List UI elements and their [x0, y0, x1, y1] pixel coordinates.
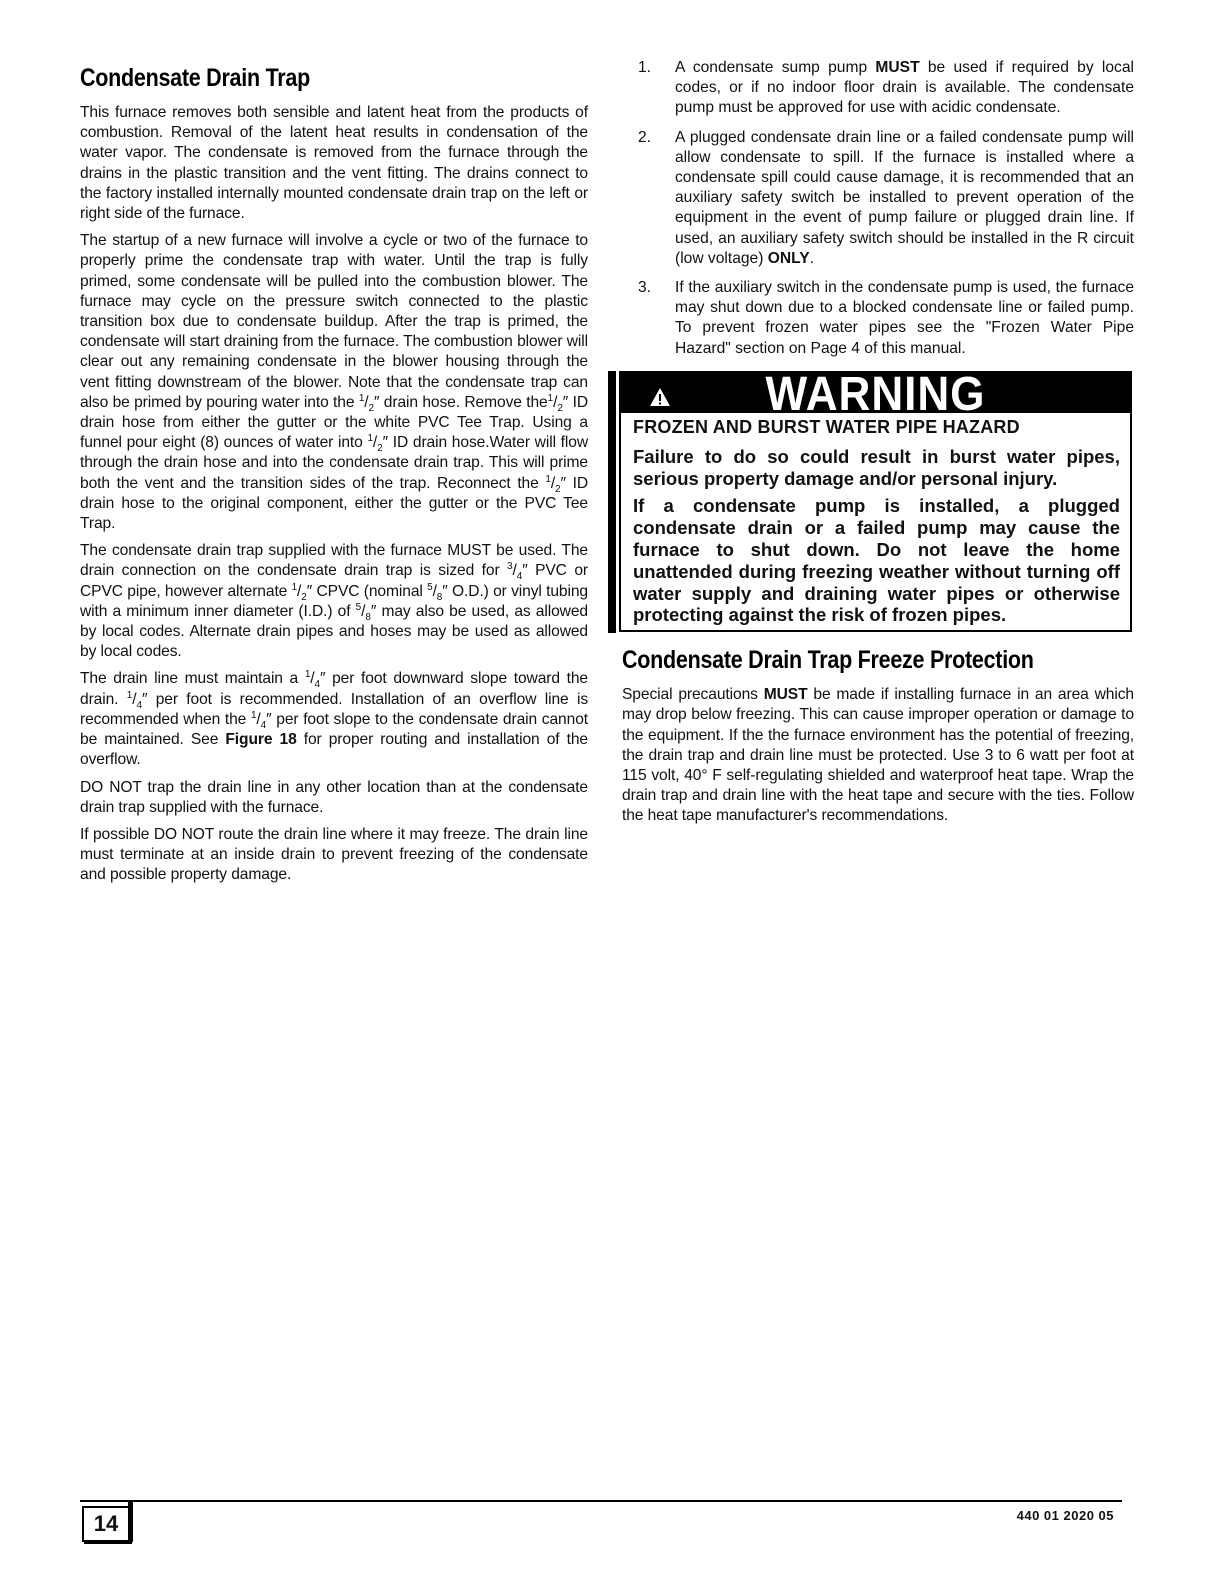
- paragraph-do-not-trap: DO NOT trap the drain line in any other location than at the condensate drain trap supplied with the furnace.: [80, 778, 588, 816]
- warning-box: [614, 367, 1134, 632]
- page-number: 14: [82, 1506, 130, 1542]
- document-code: 440 01 2020 05: [1016, 1508, 1114, 1523]
- paragraph-freeze-route: If possible DO NOT route the drain line where it may freeze. The drain line must terminate at an inside drain to prevent freezing of the condensate and possible property damage.: [80, 825, 588, 884]
- left-column: [80, 58, 588, 893]
- paragraph-drain-trap-sizing: The condensate drain trap supplied with the furnace MUST be used. The drain connection on the condensate drain trap is sized for $^3/_4''$ PVC or CPVC pipe, however alternate $^1/_2''$ CPVC (nominal $^5/_8''$ O.D.) or vinyl tubing with a minimum inner diameter (I.D.) of $^5/_8''$ may also be used, as allowed by local codes. Alternate drain pipes and hoses may be used as allowed by local codes.: [80, 542, 588, 661]
- footer-rule: [80, 1500, 1122, 1502]
- right-column: [622, 58, 1134, 834]
- paragraph-furnace-heat: This furnace removes both sensible and latent heat from the products of combustion. Removal of the latent heat results in condensation of the water vapor. The condensate is removed from the furnace through the drains in the plastic transition and the vent fitting. The drains connect to the factory installed internally mounted condensate drain trap on the left or right side of the furnace.: [80, 104, 588, 223]
- warning-subtitle: FROZEN AND BURST WATER PIPE HAZARD: [633, 416, 1020, 437]
- warning-title: WARNING: [765, 367, 986, 421]
- page-number-shadow-bar: [128, 1502, 133, 1542]
- paragraph-freeze-protection: Special precautions MUST be made if installing furnace in an area which may drop below freezing. This can cause improper operation or damage to the equipment. If the the furnace environment has the potential of freezing, the drain trap and drain line must be protected. Use 3 to 6 watt per foot at 115 volt, 40° F self-regulating shielded and waterproof heat tape. Wrap the drain trap and drain line with the heat tape and secure with the ties. Follow the heat tape manufacturer's recommendations.: [622, 686, 1134, 825]
- page-number-shadow: [84, 1540, 132, 1544]
- figure-reference: Figure 18: [225, 731, 297, 749]
- numbered-list: [622, 58, 1134, 359]
- list-item: 3. If the auxiliary switch in the condensate pump is used, the furnace may shut down due to a blocked condensate line or failed pump. To prevent frozen water pipes see the "Frozen Water Pipe Hazard" section on Page 4 of this manual.: [638, 279, 1134, 357]
- warning-paragraph: Failure to do so could result in burst water pipes, serious property damage and/or personal injury.: [633, 445, 1120, 489]
- section-heading-freeze-protection: Condensate Drain Trap Freeze Protection: [622, 646, 1034, 675]
- list-item: 2. A plugged condensate drain line or a failed condensate pump will allow condensate to spill. If the furnace is installed where a condensate spill could cause damage, it is recommended that an auxiliary safety switch be installed to prevent operation of the equipment in the event of pump failure or plugged drain line. If used, an auxiliary safety switch should be installed in the R circuit (low voltage) ONLY.: [638, 128, 1134, 267]
- warning-paragraph: If a condensate pump is installed, a plugged condensate drain or a failed pump may cause the furnace to shut down. Do not leave the home unattended during freezing weather without turning off water supply and draining water pipes or otherwise protecting against the risk of frozen pipes.: [633, 495, 1120, 626]
- list-item: 1. A condensate sump pump MUST be used if required by local codes, or if no indoor floor drain is available. The condensate pump must be approved for use with acidic condensate.: [638, 59, 1134, 117]
- section-heading-condensate-drain-trap: Condensate Drain Trap: [80, 64, 310, 92]
- warning-header: [621, 367, 1130, 421]
- paragraph-drain-slope: The drain line must maintain a $^1/_4''$ per foot downward slope toward the drain. $^1/_4''$ per foot is recommended. Installation of an overflow line is recommended when the $^1/_4''$ per foot slope to the condensate drain cannot be maintained. See Figure 18 for proper routing and installation of the overflow.: [80, 669, 589, 769]
- paragraph-startup-priming: The startup of a new furnace will involve a cycle or two of the furnace to properly prime the condensate trap with water. Until the trap is fully primed, some condensate will be pulled into the combustion blower. The furnace may cycle on the pressure switch connected to the plastic transition box due to condensate buildup. After the trap is primed, the condensate will start draining from the furnace. The combustion blower will clear out any remaining condensate in the blower housing through the vent fitting downstream of the blower. Note that the condensate trap can also be primed by pouring water into the $^1/_2''$ drain hose. Remove $the^1/_2''$ ID drain hose from either the gutter or the white PVC Tee Trap. Using a funnel pour eight (8) ounces of water into $^1/_2''$ ID drain hose.Water will flow through the drain hose and into the condensate drain trap. This will prime both the vent and the transition sides of the trap. Reconnect the $^1/_2''$ ID drain hose to the original component, either the gutter or the PVC Tee Trap.: [80, 232, 588, 533]
- warning-side-bar: [608, 371, 616, 633]
